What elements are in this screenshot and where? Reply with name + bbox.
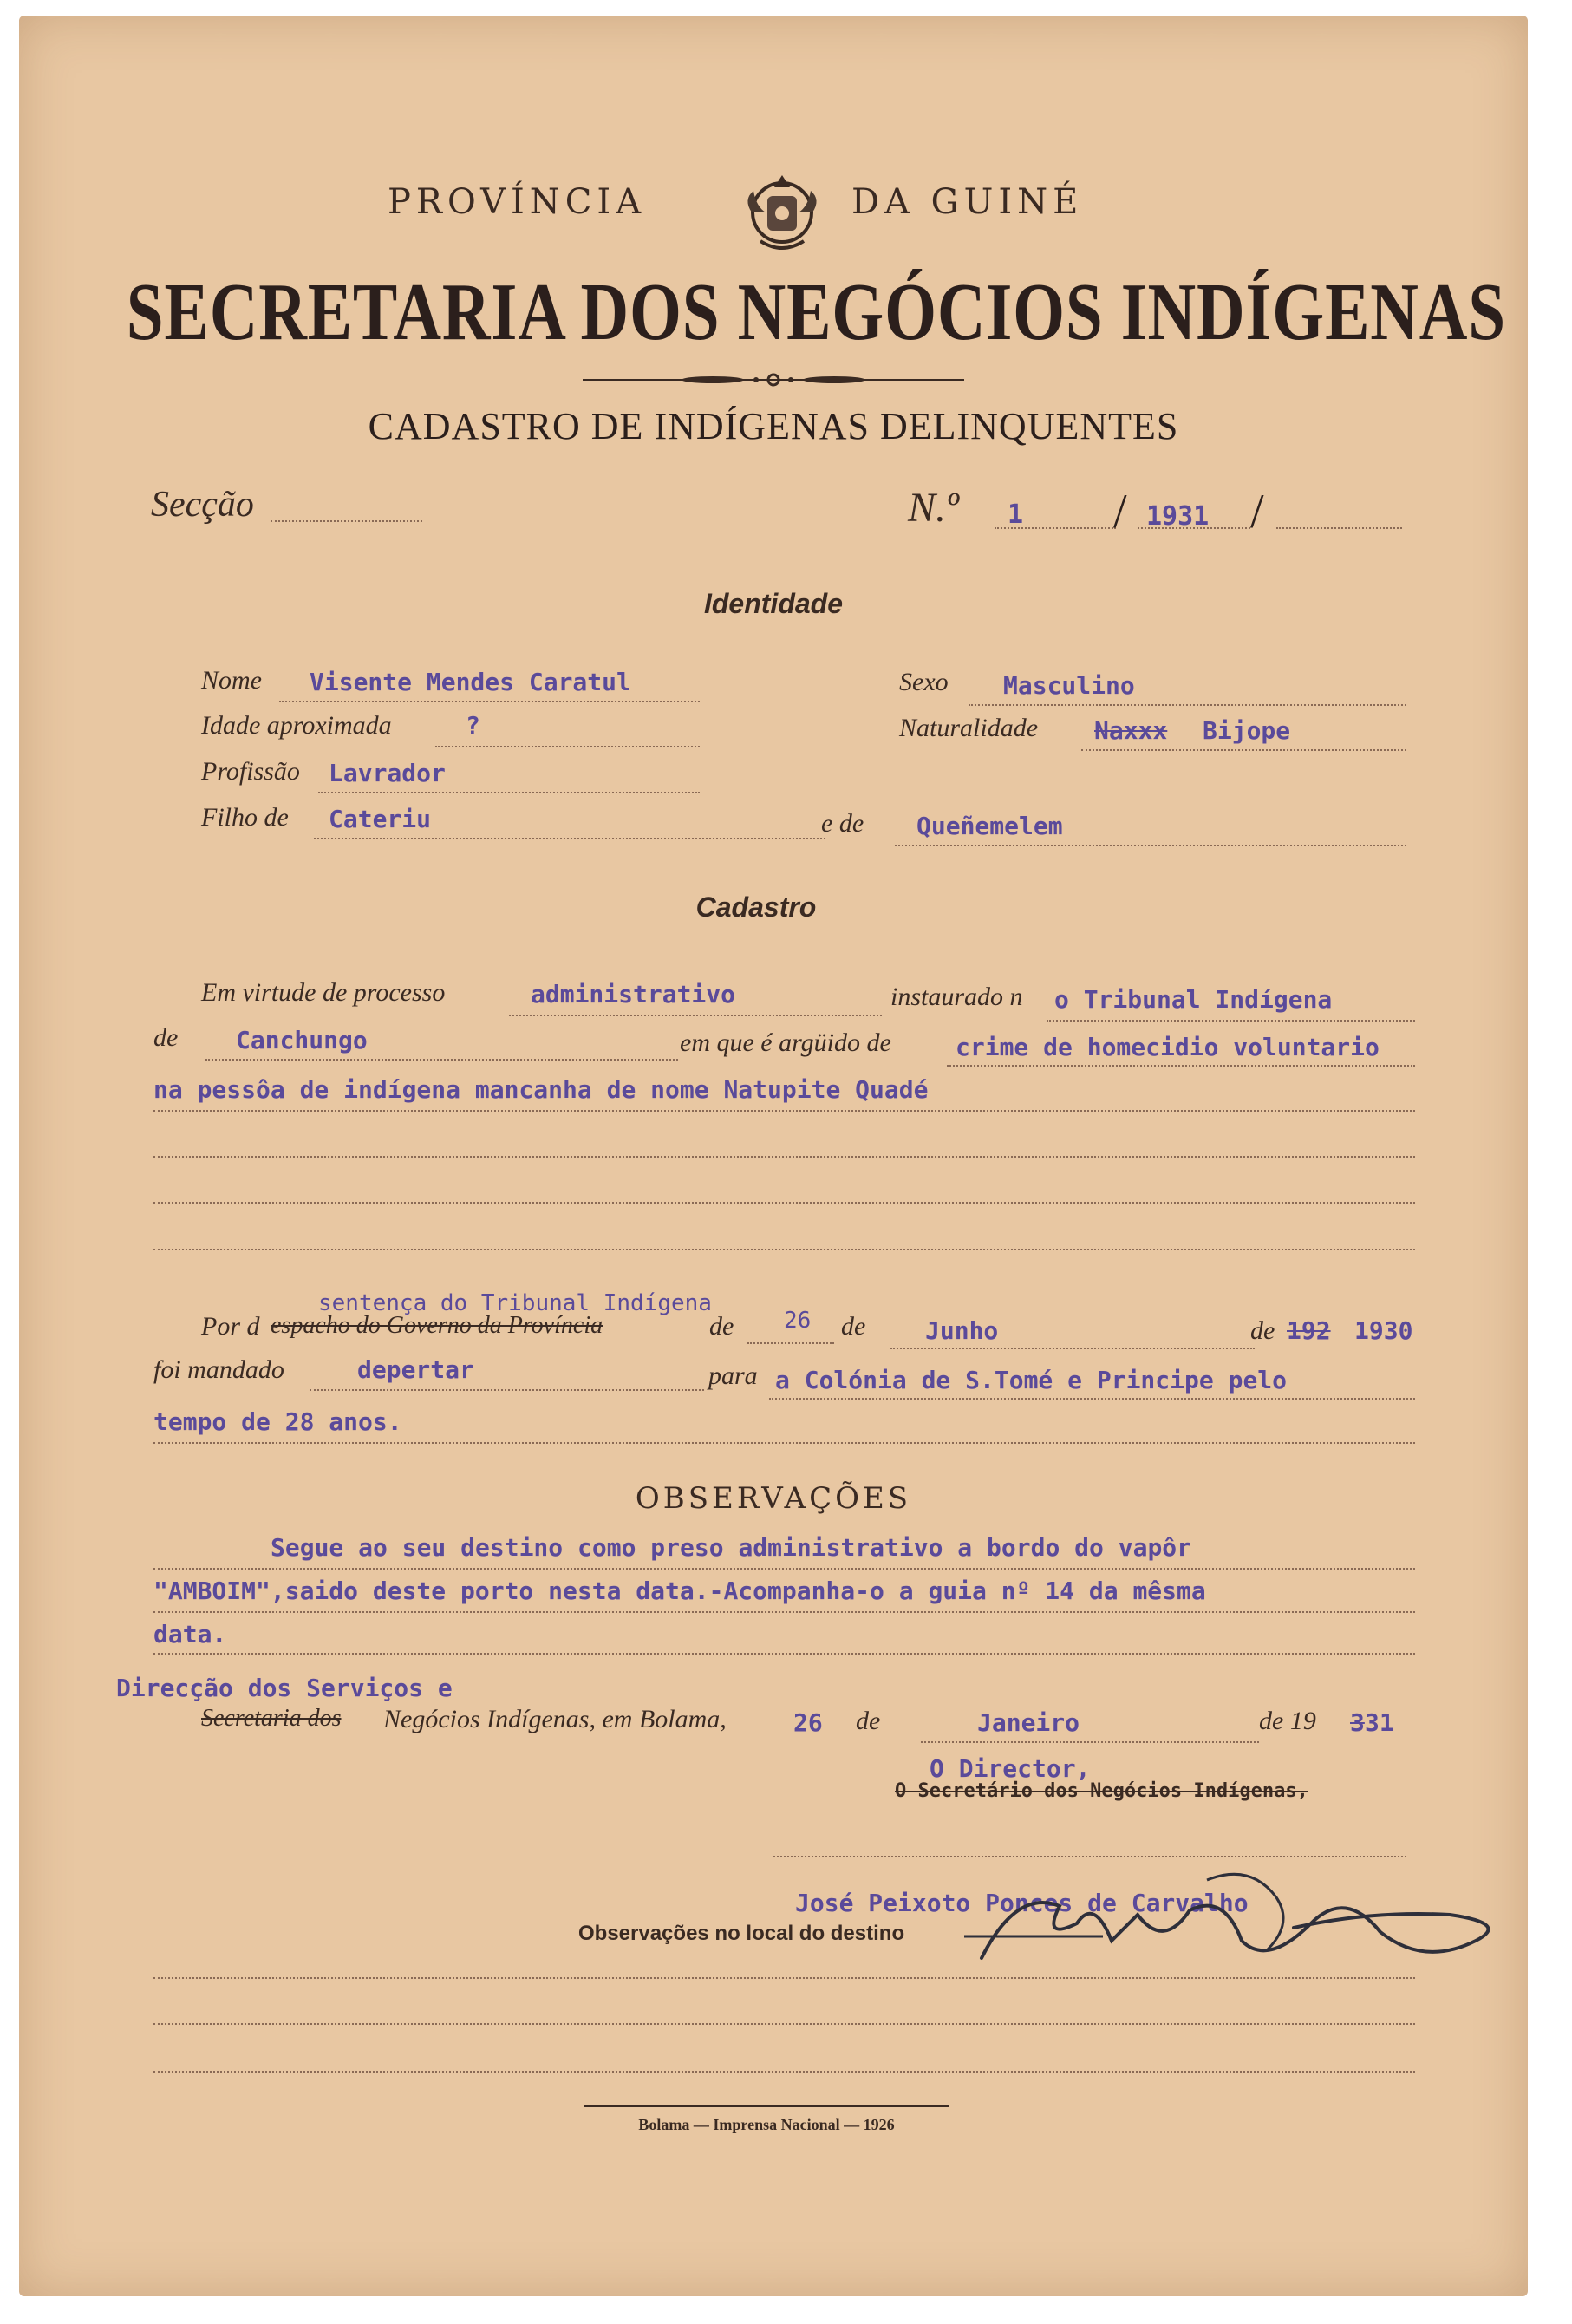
- instaurado-label: instaurado n: [890, 982, 1023, 1011]
- ornament-divider: [583, 371, 964, 392]
- profissao-line: [318, 792, 700, 793]
- closing-struck: Secretaria dos: [201, 1705, 342, 1732]
- para-label: para: [708, 1361, 758, 1390]
- idade-line: [435, 746, 700, 747]
- sentenca-de-1: de: [709, 1312, 734, 1341]
- sentenca-de-3: de: [1250, 1316, 1275, 1345]
- numero-value: 1: [1008, 499, 1024, 530]
- dest-line-1: [153, 1977, 1415, 1979]
- por-label: Por d: [201, 1312, 260, 1341]
- sentenca-ano: 1930: [1354, 1316, 1413, 1345]
- closing-mes-line: [921, 1741, 1259, 1743]
- closing-typed-over: Direcção dos Serviços e: [116, 1674, 453, 1702]
- trailing-line: [1276, 527, 1402, 529]
- footer-rule: [584, 2105, 949, 2107]
- dest-line-3: [153, 2071, 1415, 2073]
- profissao-label: Profissão: [201, 757, 300, 786]
- document-sheet: [19, 16, 1528, 2296]
- naturalidade-label: Naturalidade: [899, 714, 1039, 742]
- naturalidade-struck: Naxxx: [1094, 716, 1168, 745]
- signatory-name: José Peixoto Ponces de Carvalho: [795, 1889, 1249, 1917]
- filho-value: Cateriu: [329, 805, 432, 833]
- coat-of-arms-icon: [734, 165, 830, 264]
- secretariat-title: SECRETARIA DOS NEGÓCIOS INDÍGENAS: [126, 267, 1506, 357]
- dest-line-2: [153, 2023, 1415, 2025]
- obs-dots-3: [153, 1653, 1415, 1655]
- sexo-line: [969, 704, 1406, 706]
- destino-line: [769, 1398, 1415, 1400]
- observacoes-heading: OBSERVAÇÕES: [635, 1481, 912, 1516]
- mandado-label: foi mandado: [153, 1355, 284, 1384]
- closing-dia: 26: [793, 1708, 823, 1737]
- closing-ano: 31: [1365, 1708, 1394, 1737]
- sentenca-ano-struck: 192: [1287, 1316, 1331, 1345]
- mae-value: Queñemelem: [916, 812, 1063, 840]
- processo-value: administrativo: [531, 980, 736, 1009]
- pessoa-dots: [153, 1110, 1415, 1112]
- sexo-value: Masculino: [1003, 671, 1135, 700]
- blank-line-2: [153, 1202, 1415, 1204]
- closing-ano-struck: 3: [1350, 1708, 1365, 1737]
- director-label: O Director,: [930, 1754, 1091, 1783]
- cadastre-title: CADASTRO DE INDÍGENAS DELINQUENTES: [368, 405, 1179, 447]
- observacoes-destino-label: Observações no local do destino: [578, 1922, 905, 1945]
- local-value: Canchungo: [236, 1026, 368, 1054]
- nome-line: [279, 701, 700, 702]
- numero-line: [995, 527, 1116, 529]
- obs-dots-2: [153, 1611, 1415, 1613]
- blank-line-1: [153, 1156, 1415, 1158]
- destino-value: a Colónia de S.Tomé e Principe pelo: [775, 1366, 1288, 1394]
- dia-line: [747, 1342, 834, 1344]
- signature-line: [773, 1856, 1406, 1857]
- tempo-line: [153, 1442, 1415, 1444]
- ano-value: 1931: [1146, 501, 1210, 532]
- closing-mes: Janeiro: [977, 1708, 1080, 1737]
- numero-label: N.º: [908, 485, 959, 531]
- crime-value: crime de homecidio voluntario: [956, 1033, 1380, 1061]
- nome-label: Nome: [201, 666, 262, 695]
- province-right: DA GUINÉ: [851, 182, 1084, 222]
- mandado-value: depertar: [357, 1355, 474, 1384]
- ano-line: [1138, 527, 1250, 529]
- secretario-struck: O Secretário dos Negócios Indígenas,: [895, 1780, 1308, 1802]
- mandado-line: [310, 1389, 704, 1391]
- instaurado-line: [1047, 1020, 1415, 1022]
- identidade-heading: Identidade: [703, 588, 843, 619]
- closing-de-1: de: [856, 1707, 881, 1735]
- mae-line: [895, 845, 1406, 846]
- pessoa-line: na pessôa de indígena mancanha de nome Natupite Quadé: [153, 1075, 929, 1104]
- cadastro-heading: Cadastro: [695, 891, 817, 923]
- nome-value: Visente Mendes Caratul: [310, 668, 631, 696]
- sentenca-dia: 26: [784, 1308, 812, 1334]
- province-left: PROVÍNCIA: [388, 182, 647, 222]
- tempo-value: tempo de 28 anos.: [153, 1407, 402, 1436]
- profissao-value: Lavrador: [329, 759, 446, 787]
- seccao-line: [271, 520, 422, 522]
- instaurado-value: o Tribunal Indígena: [1054, 985, 1333, 1014]
- local-line: [205, 1059, 678, 1061]
- sentenca-de-2: de: [841, 1312, 866, 1341]
- sentenca-typed-over: sentença do Tribunal Indígena: [318, 1290, 712, 1316]
- crime-line: [947, 1065, 1415, 1067]
- obs-dots-1: [153, 1568, 1415, 1570]
- handwritten-signature: [964, 1863, 1528, 1988]
- observacoes-line-1: Segue ao seu destino como preso administrativo a bordo do vapôr: [271, 1533, 1192, 1562]
- closing-de-2: de 19: [1259, 1707, 1316, 1735]
- filho-label: Filho de: [201, 803, 289, 832]
- mes-line: [890, 1348, 1255, 1349]
- e-de-label: e de: [821, 809, 864, 838]
- slash-2: /: [1250, 485, 1264, 539]
- sexo-label: Sexo: [899, 668, 949, 696]
- imprint: Bolama — Imprensa Nacional — 1926: [638, 2116, 895, 2133]
- arguido-label: em que é argüido de: [680, 1028, 891, 1057]
- seccao-label: Secção: [151, 485, 254, 525]
- idade-label: Idade aproximada: [201, 711, 392, 740]
- naturalidade-line: [1081, 749, 1406, 751]
- despacho-struck: espacho do Governo da Província: [271, 1312, 603, 1339]
- sentenca-mes: Junho: [925, 1316, 999, 1345]
- slash-1: /: [1113, 485, 1127, 539]
- processo-line: [509, 1015, 882, 1016]
- observacoes-line-2: "AMBOIM",saido deste porto nesta data.-Acompanha-o a guia nº 14 da mêsma: [153, 1577, 1206, 1605]
- naturalidade-value: Bijope: [1203, 716, 1291, 745]
- virtude-label: Em virtude de processo: [201, 978, 446, 1007]
- filho-line: [314, 838, 825, 839]
- closing-text: Negócios Indígenas, em Bolama,: [383, 1705, 727, 1733]
- observacoes-line-3: data.: [153, 1620, 227, 1648]
- blank-line-3: [153, 1249, 1415, 1250]
- idade-value: ?: [466, 711, 480, 740]
- de-label: de: [153, 1023, 179, 1052]
